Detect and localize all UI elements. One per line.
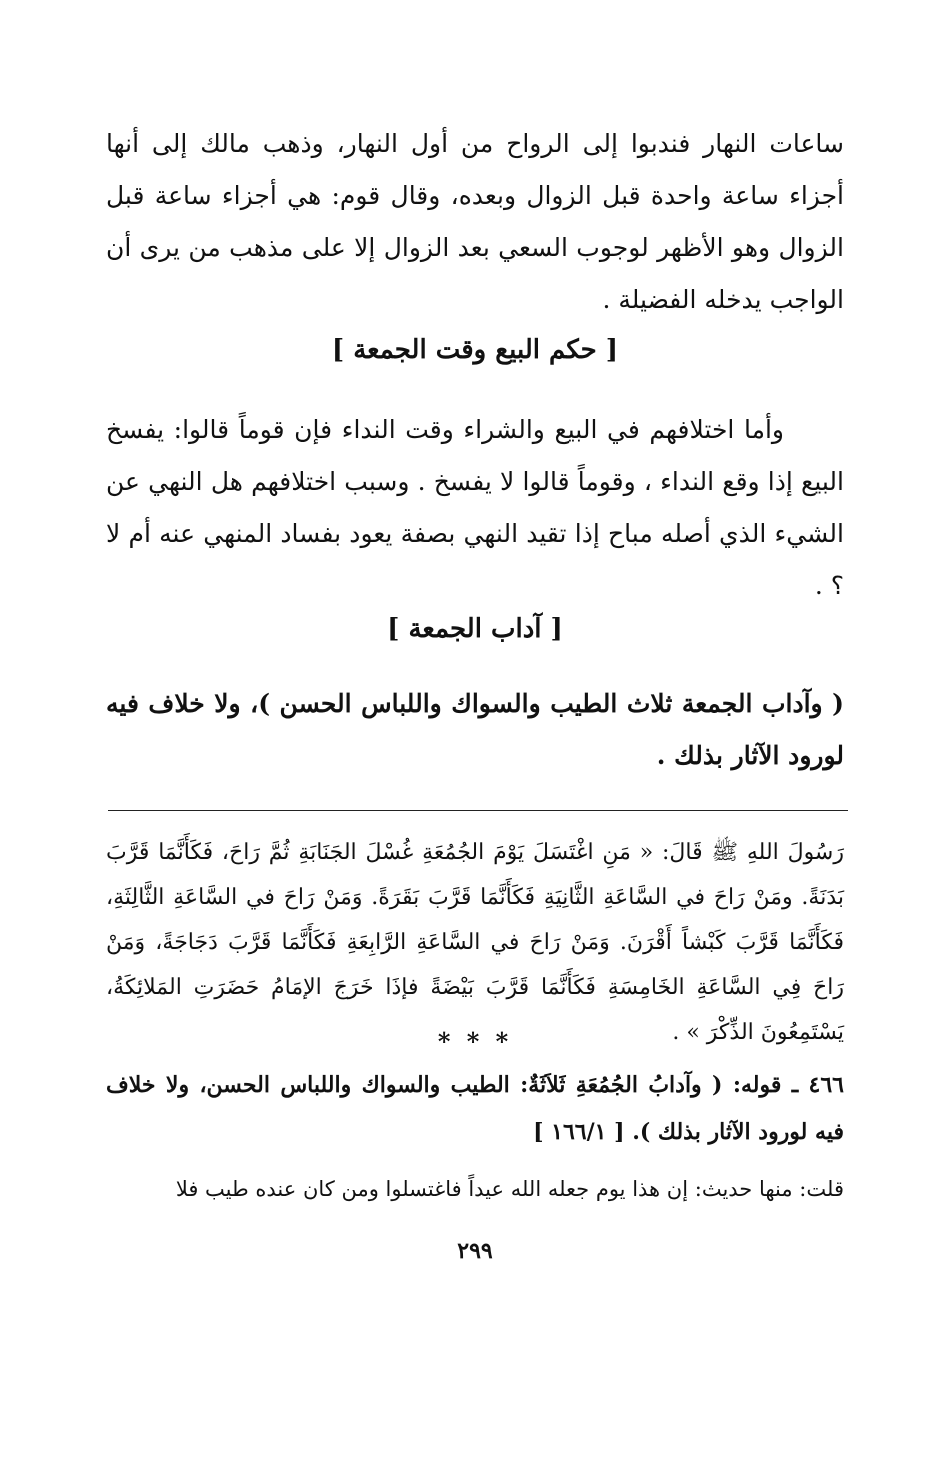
- note-paragraph: قلت: منها حديث: إن هذا يوم جعله الله عيداً فاغتسلوا ومن كان عنده طيب فلا: [175, 1177, 844, 1201]
- separator-stars: * * *: [437, 1027, 513, 1056]
- main-text-paragraph: ساعات النهار فندبوا إلى الرواح من أول النهار، وذهب مالك إلى أنها أجزاء ساعة واحدة قبل الزوال وبعده، وقال قوم: هي أجزاء ساعة قبل الزوال وهو الأظهر لوجوب السعي بعد الزوال إلا على مذهب من يرى أن الواجب يدخله الفضيلة .: [106, 129, 844, 314]
- page-number: ٢٩٩: [457, 1238, 493, 1264]
- sale-paragraph: وأما اختلافهم في البيع والشراء وقت النداء فإن قوماً قالوا: يفسخ البيع إذا وقع النداء ، وقوماً قالوا لا يفسخ . وسبب اختلافهم هل النهي عن الشيء الذي أصله مباح إذا تقيد النهي بصفة يعود بفساد المنهي عنه أم لا ؟ .: [106, 415, 844, 600]
- commentary-466: ٤٦٦ ـ قوله: ( وآدابُ الجُمُعَةِ ثَلاَثَةٌ: الطيب والسواك واللباس الحسن، ولا خلاف فيه لورود الآثار بذلك ). [ ١٦٦/١ ]: [106, 1072, 844, 1145]
- footnote-hadith: رَسُولَ اللهِ ﷺ قَالَ: « مَنِ اغْتَسَلَ يَوْمَ الجُمُعَةِ غُسْلَ الجَنَابَةِ ثُمَّ رَاحَ، فَكَأَنَّمَا قَرَّبَ بَدَنَةً. ومَنْ رَاحَ في السَّاعَةِ الثَّانِيَةِ فَكَأَنَّمَا قَرَّبَ بَقَرَةً. وَمَنْ رَاحَ في السَّاعَةِ الثَّالِثَةِ، فَكَأَنَّمَا قَرَّبَ كَبْشاً أَقْرَنَ. وَمَنْ رَاحَ في السَّاعَةِ الرَّابِعَةِ فَكَأَنَّمَا قَرَّبَ دَجَاجَةً، وَمَنْ رَاحَ فِي السَّاعَةِ الخَامِسَةِ فَكَأَنَّمَا قَرَّبَ بَيْضَةً فإذَا خَرَجَ الإمَامُ حَضَرَتِ المَلائِكَةُ، يَسْتَمِعُونَ الذِّكْرَ » .: [106, 840, 844, 1045]
- section-heading-sale: [ حكم البيع وقت الجمعة ]: [331, 335, 619, 365]
- section-heading-etiquette: [ آداب الجمعة ]: [387, 614, 563, 644]
- footnote-divider: [108, 810, 848, 811]
- etiquette-paragraph: ( وآداب الجمعة ثلاث الطيب والسواك واللباس الحسن )، ولا خلاف فيه لورود الآثار بذلك .: [106, 689, 844, 770]
